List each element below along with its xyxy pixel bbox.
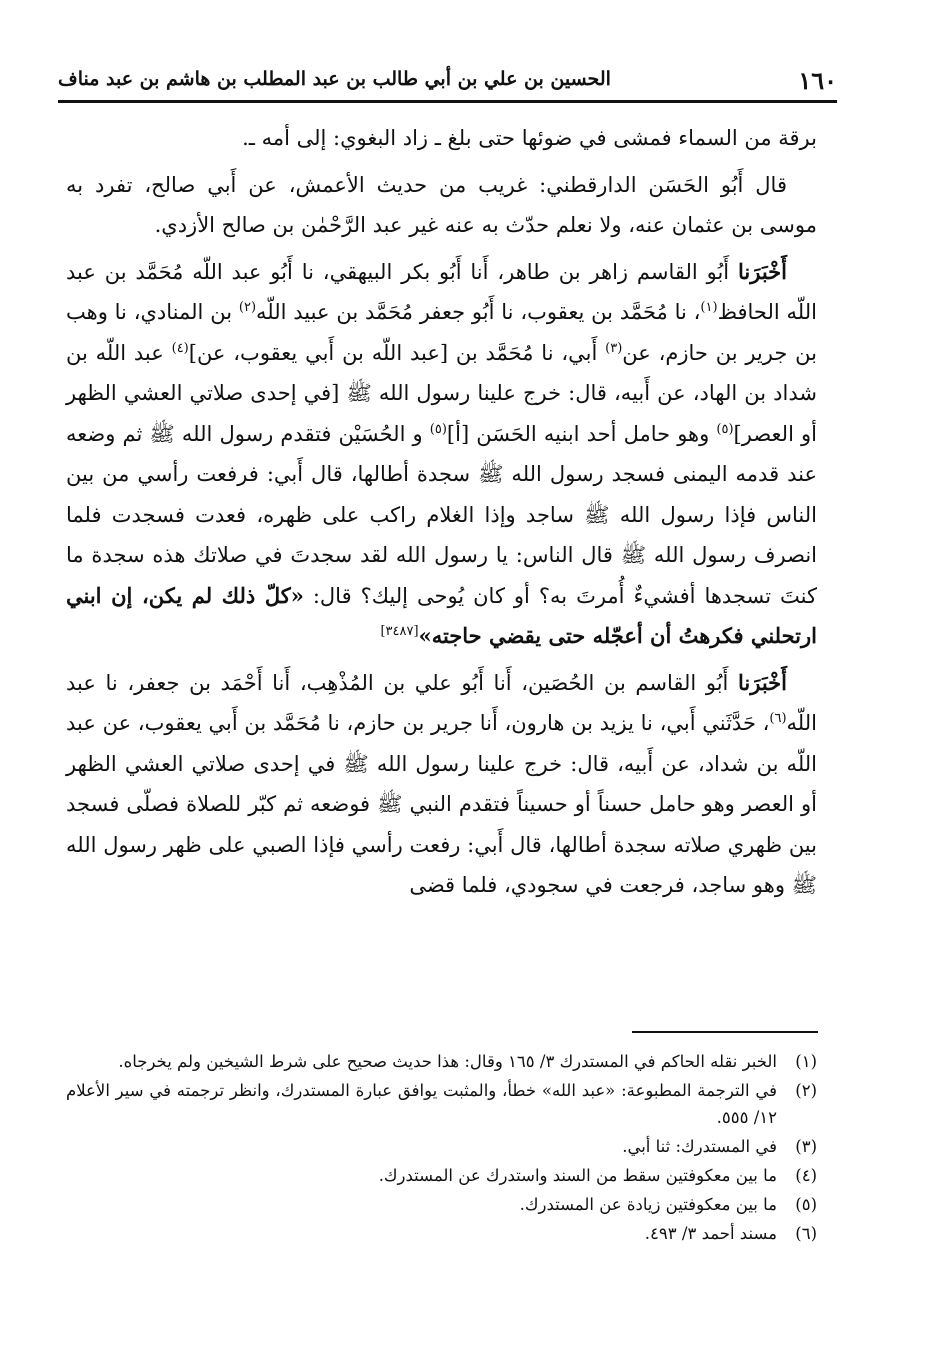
text-segment: أَبي، نا مُحَمَّد بن [عبد اللّه بن أَبي يعقوب، عن] bbox=[188, 340, 606, 365]
text-segment: وهو حامل أحد ابنيه الحَسَن [أ] bbox=[446, 421, 717, 446]
text-segment: ، نا مُحَمَّد بن يعقوب، نا أَبُو جعفر مُحَمَّد بن عبيد اللّه bbox=[256, 300, 701, 324]
footnote-text: في المستدرك: ثنا أبي. bbox=[622, 1137, 777, 1156]
prophetic-quote: «كلّ ذلك لم يكن، إن ابني ارتحلني فكرهتُ أن أعجّله حتى يقضي حاجته» bbox=[66, 582, 817, 648]
main-text bbox=[66, 118, 817, 912]
footnote-text: ما بين معكوفتين سقط من السند واستدرك عن المستدرك. bbox=[378, 1166, 777, 1185]
footnote-separator bbox=[632, 1031, 818, 1033]
footnote-number: (٤) bbox=[795, 1166, 817, 1185]
footnote-4 bbox=[66, 1162, 817, 1189]
footnote-text: ما بين معكوفتين زيادة عن المستدرك. bbox=[519, 1195, 777, 1214]
akhbarana-lead: أَخْبَرَنا bbox=[738, 258, 787, 284]
paragraph-hadith-1 bbox=[66, 252, 817, 657]
akhbarana-lead: أَخْبَرَنا bbox=[738, 669, 787, 695]
footnote-ref-3: (٣) bbox=[605, 340, 623, 356]
footnote-ref-1: (١) bbox=[700, 300, 718, 315]
footnote-ref-5b: (٥) bbox=[429, 421, 447, 437]
footnote-3 bbox=[66, 1133, 817, 1160]
hadith-number: [٣٤٨٧] bbox=[380, 624, 419, 639]
header-rule bbox=[58, 100, 837, 103]
footnote-6 bbox=[66, 1220, 817, 1247]
footnote-number: (٥) bbox=[795, 1195, 817, 1214]
text-segment: بن المنادي، نا وهب بن جرير بن حازم، عن bbox=[66, 300, 817, 365]
text-segment: و الحُسَيْن فتقدم رسول الله ﷺ ثم وضعه عند قدمه اليمنى فسجد رسول الله ﷺ سجدة أطالها، قال أَبي: فرفعت رأسي من بين الناس فإذا رسول الله ﷺ ساجد وإذا الغلام راكب على ظهره، فعدت فسجدت فلما انصرف رسول الله ﷺ قال الناس: يا رسول الله لقد سجدتَ في صلاتك هذه سجدة ما كنتَ تسجدها أفشيءٌ أُمرتَ به؟ أو كان يُوحى إليك؟ قال: bbox=[66, 421, 818, 608]
footnote-number: (١) bbox=[795, 1052, 817, 1071]
text-segment: أَبُو القاسم بن الحُصَين، أَنا أَبُو علي بن المُذْهِب، أَنا أَحْمَد بن جعفر، نا عبد اللّه bbox=[66, 670, 817, 735]
footnote-number: (٢) bbox=[795, 1081, 817, 1100]
paragraph-hadith-2 bbox=[66, 663, 817, 906]
footnote-ref-5: (٥) bbox=[716, 421, 734, 437]
text-segment: ، حَدَّثَني أَبي، نا يزيد بن هارون، أَنا جرير بن حازم، نا مُحَمَّد بن أَبي يعقوب، عن عبد اللّه بن شداد، عن أَبيه، قال: خرج علينا رسول الله ﷺ في إحدى صلاتي العشي الظهر أو العصر وهو حامل حسناً أو حسيناً فتقدم النبي ﷺ فوضعه ثم كبّر للصلاة فصلّى فسجد بين ظهري صلاته سجدة أطالها، قال أَبي: رفعت رأسي فإذا الصبي على ظهر رسول الله ﷺ وهو ساجد، فرجعت في سجودي، فلما قضى bbox=[66, 711, 817, 897]
footnote-number: (٦) bbox=[795, 1224, 817, 1243]
text-segment: عبد اللّه بن شداد بن الهاد، عن أَبيه، قال: خرج علينا رسول الله ﷺ [في إحدى صلاتي العشي الظهر أو العصر] bbox=[66, 340, 817, 446]
footnote-2 bbox=[66, 1077, 817, 1131]
footnote-5 bbox=[66, 1191, 817, 1218]
running-title: الحسين بن علي بن أبي طالب بن عبد المطلب بن هاشم بن عبد مناف bbox=[58, 68, 611, 90]
footnotes bbox=[66, 1048, 817, 1249]
footnote-text: مسند أحمد ٣/ ٤٩٣. bbox=[644, 1224, 777, 1243]
footnote-ref-4: (٤) bbox=[171, 340, 189, 356]
footnote-number: (٣) bbox=[795, 1137, 817, 1156]
page-number: ١٦٠ bbox=[798, 66, 837, 95]
text-segment: أَبُو القاسم زاهر بن طاهر، أَنا أَبُو بكر البيهقي، نا أَبُو عبد اللّه مُحَمَّد بن عبد اللّه الحافظ bbox=[66, 259, 817, 324]
paragraph-daraqutni: قال أَبُو الحَسَن الدارقطني: غريب من حديث الأعمش، عن أَبي صالح، تفرد به موسى بن عثمان عنه، ولا نعلم حدّث به عنه غير عبد الرَّحْمٰن بن صالح الأزدي. bbox=[66, 172, 817, 237]
footnote-1 bbox=[66, 1048, 817, 1075]
footnote-text: في الترجمة المطبوعة: «عبد الله» خطأ، والمثبت يوافق عبارة المستدرك، وانظر ترجمته في سير الأعلام ١٢/ ٥٥٥. bbox=[66, 1081, 777, 1127]
page-header bbox=[58, 62, 837, 98]
footnote-text: الخبر نقله الحاكم في المستدرك ٣/ ١٦٥ وقال: هذا حديث صحيح على شرط الشيخين ولم يخرجاه. bbox=[118, 1052, 777, 1071]
paragraph-continuation: برقة من السماء فمشى في ضوئها حتى بلغ ـ زاد البغوي: إلى أمه ـ. bbox=[242, 126, 817, 150]
footnote-ref-2: (٢) bbox=[238, 300, 257, 315]
footnote-ref-6: (٦) bbox=[769, 711, 787, 726]
